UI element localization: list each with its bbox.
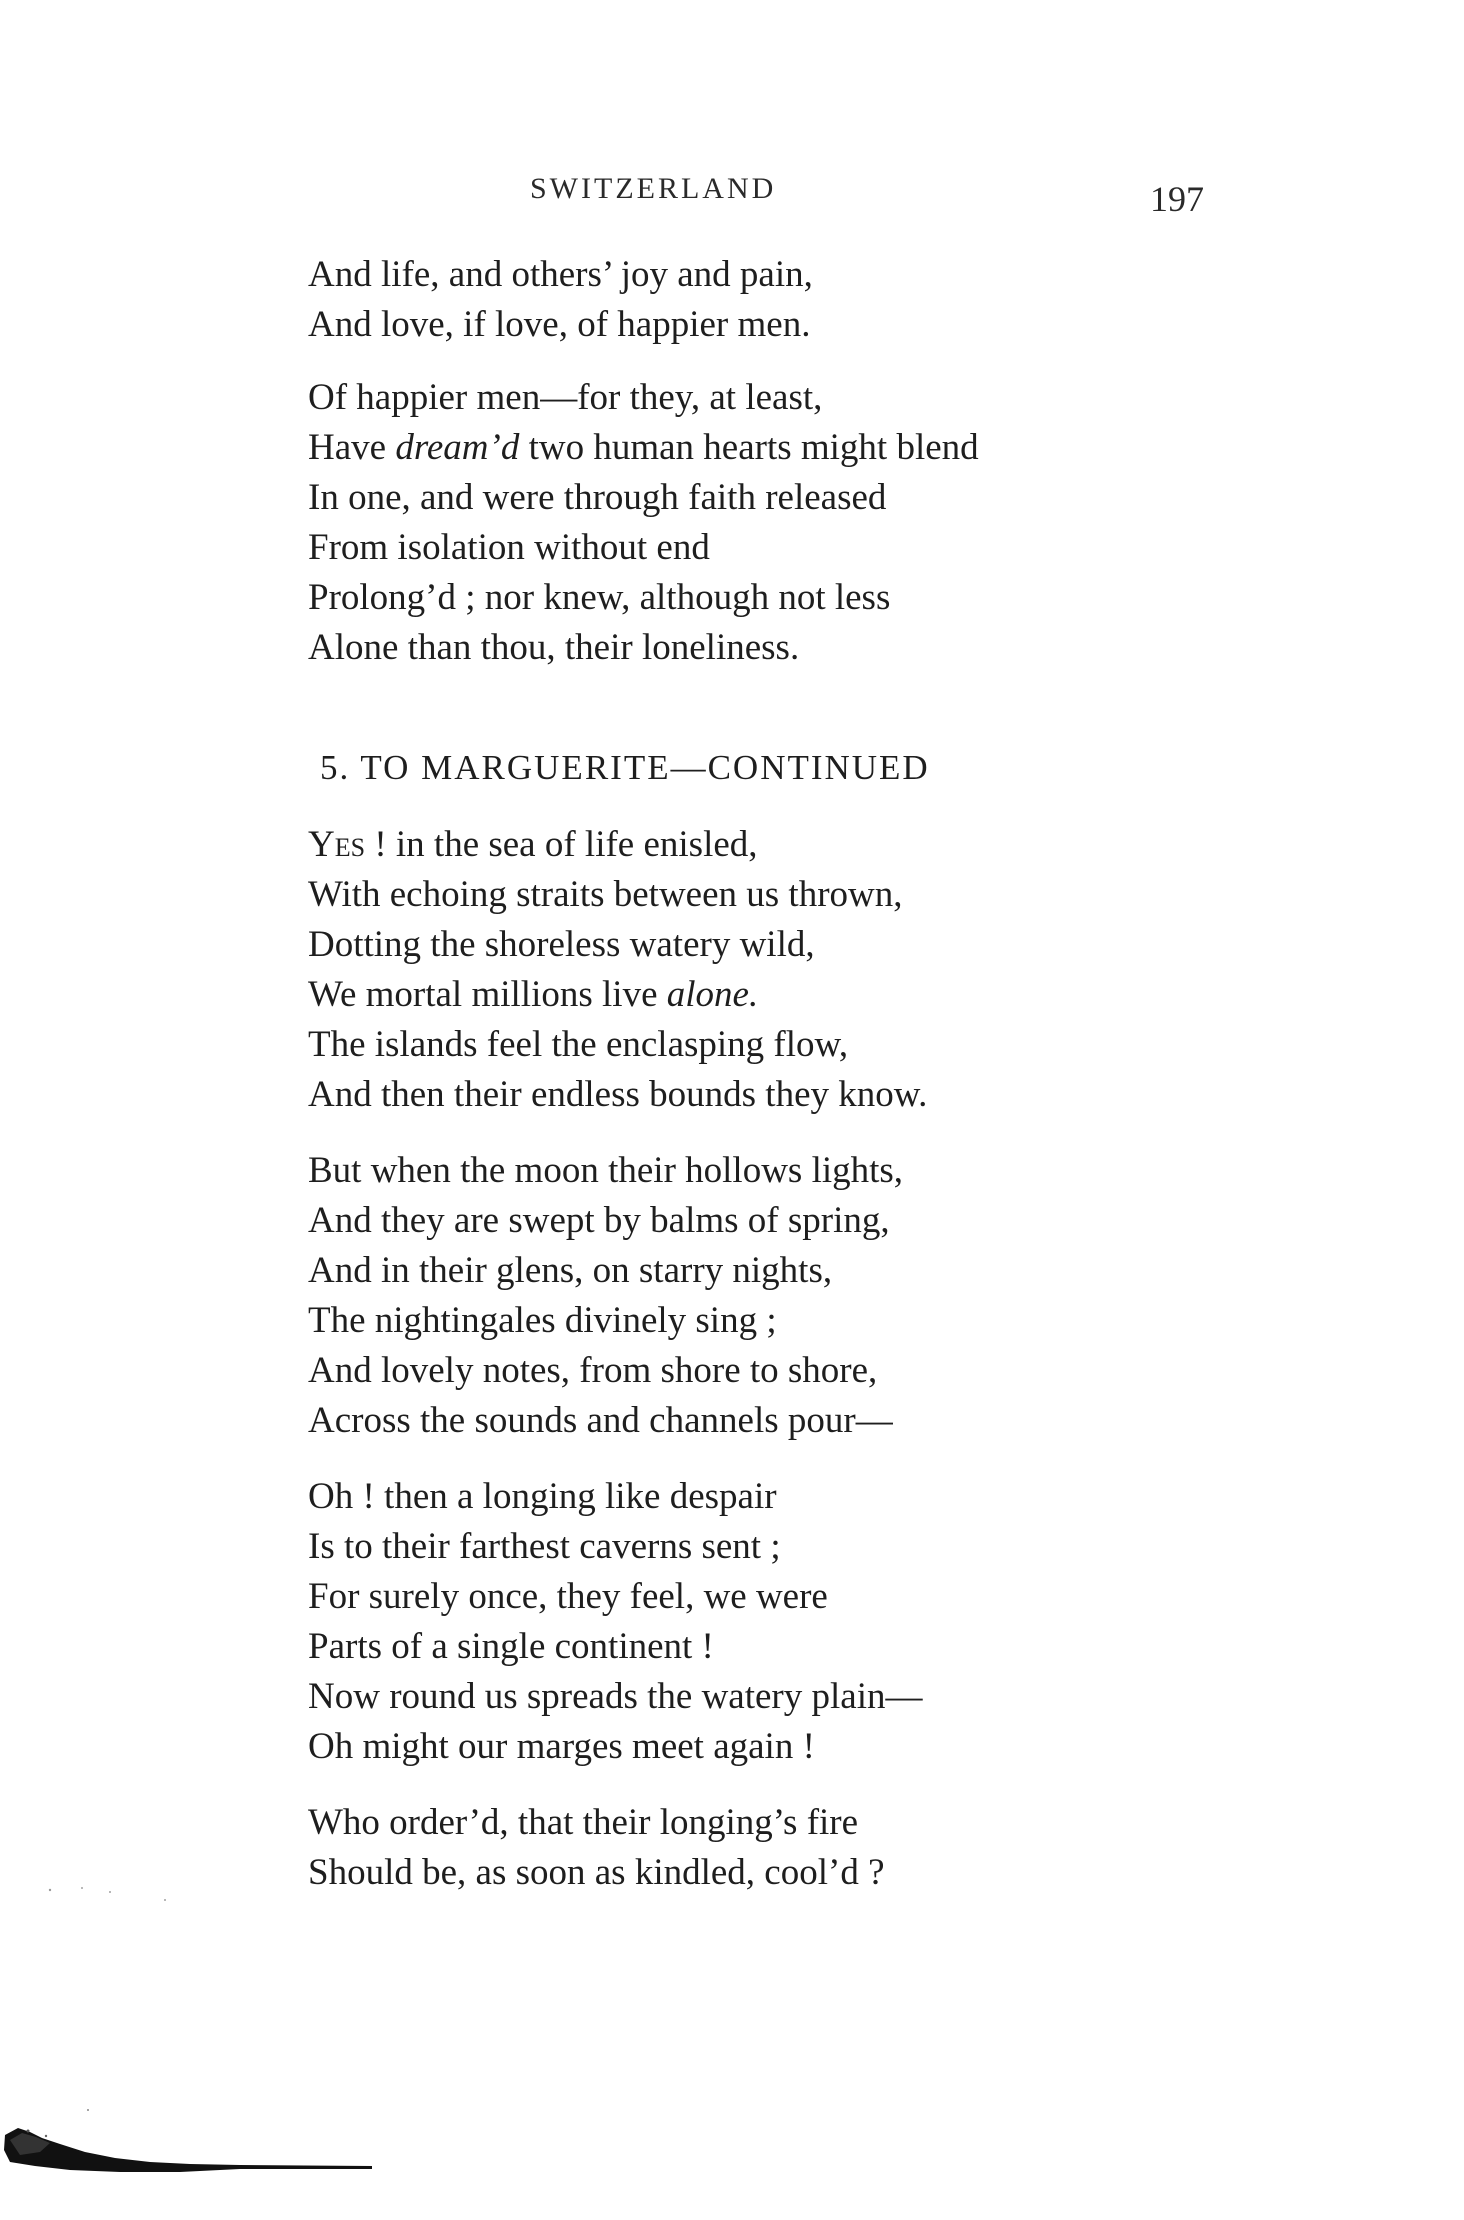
poem-line: Is to their farthest caverns sent ; bbox=[308, 1526, 781, 1567]
poem-line: And lovely notes, from shore to shore, bbox=[308, 1350, 878, 1391]
poem-line: Who order’d, that their longing’s fire bbox=[308, 1802, 859, 1843]
stanza-1 bbox=[308, 250, 1208, 350]
poem-line: And love, if love, of happier men. bbox=[308, 304, 811, 345]
poem-line: And life, and others’ joy and pain, bbox=[308, 254, 813, 295]
poem-line: For surely once, they feel, we were bbox=[308, 1576, 828, 1617]
poem-line: Parts of a single continent ! bbox=[308, 1626, 714, 1667]
poem-line bbox=[308, 423, 1208, 473]
poem-line: Should be, as soon as kindled, cool’d ? bbox=[308, 1852, 885, 1893]
poem-line: And they are swept by balms of spring, bbox=[308, 1200, 890, 1241]
poem-line: Now round us spreads the watery plain— bbox=[308, 1676, 923, 1717]
poem-line: From isolation without end bbox=[308, 527, 710, 568]
line-text: We mortal millions live bbox=[308, 974, 667, 1015]
stanza-6 bbox=[308, 1798, 1208, 1898]
poem-line: Across the sounds and channels pour— bbox=[308, 1400, 893, 1441]
poem-line: Prolong’d ; nor knew, although not less bbox=[308, 577, 891, 618]
small-caps-word: Yes bbox=[308, 824, 366, 865]
poem-line: Oh might our marges meet again ! bbox=[308, 1726, 815, 1767]
poem-line: And then their endless bounds they know. bbox=[308, 1074, 928, 1115]
poem-line: Alone than thou, their loneliness. bbox=[308, 627, 800, 668]
poem-line: Of happier men—for they, at least, bbox=[308, 377, 823, 418]
stanza-4 bbox=[308, 1146, 1208, 1446]
poem-line: With echoing straits between us thrown, bbox=[308, 874, 903, 915]
poem-line: The nightingales divinely sing ; bbox=[308, 1300, 777, 1341]
poem-line: Dotting the shoreless watery wild, bbox=[308, 924, 815, 965]
poem-line: But when the moon their hollows lights, bbox=[308, 1150, 904, 1191]
scan-edge-smudge bbox=[0, 2000, 400, 2220]
italic-word: alone. bbox=[666, 974, 759, 1015]
running-head: SWITZERLAND bbox=[530, 172, 777, 205]
line-text: Have bbox=[308, 427, 396, 468]
poem-line: In one, and were through faith released bbox=[308, 477, 887, 518]
poem-line bbox=[308, 820, 1208, 870]
stanza-3 bbox=[308, 820, 1208, 1120]
stanza-5 bbox=[308, 1472, 1208, 1772]
stanza-2 bbox=[308, 373, 1208, 673]
poem-line: The islands feel the enclasping flow, bbox=[308, 1024, 849, 1065]
page-number: 197 bbox=[1150, 179, 1204, 219]
line-text: two human hearts might blend bbox=[519, 427, 979, 468]
line-text: ! in the sea of life enisled, bbox=[365, 824, 758, 865]
poem-line: Oh ! then a longing like despair bbox=[308, 1476, 777, 1517]
poem-line bbox=[308, 970, 1208, 1020]
italic-word: dream’d bbox=[395, 427, 520, 468]
scan-specks bbox=[20, 1870, 180, 1920]
poem-line: And in their glens, on starry nights, bbox=[308, 1250, 833, 1291]
section-title: 5. TO MARGUERITE—CONTINUED bbox=[320, 748, 930, 787]
